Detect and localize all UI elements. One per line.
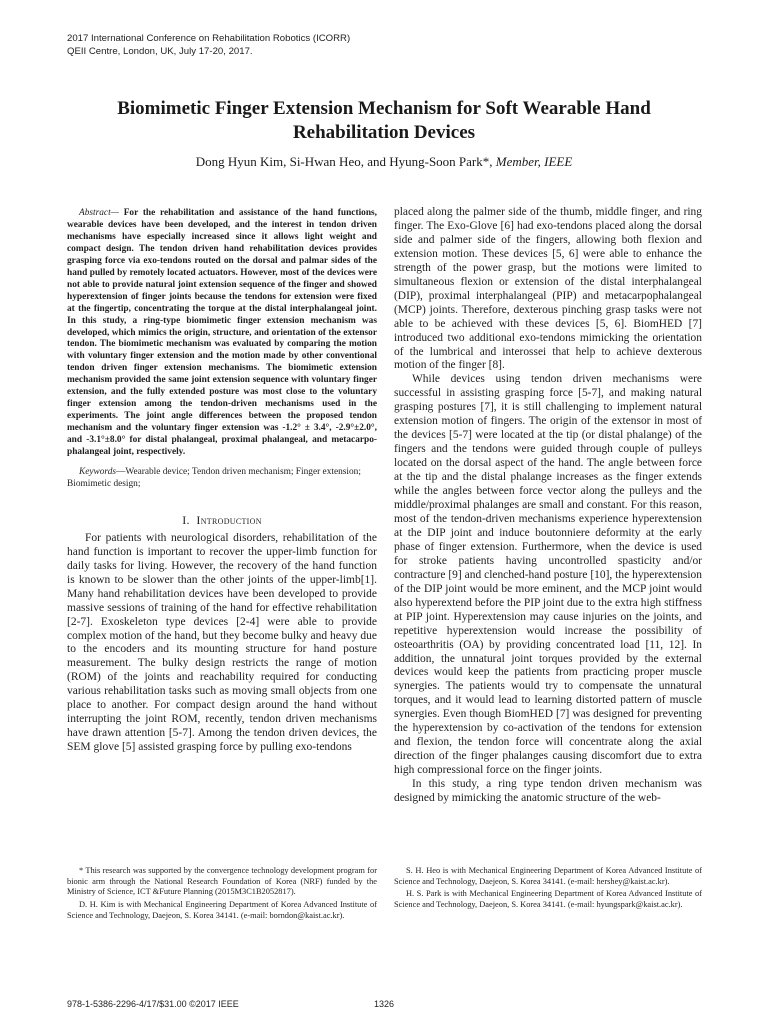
author-footnote: H. S. Park is with Mechanical Engineering Department of Korea Advanced Institute of Science and Technology, Daejeon, S. Korea 34141. (e-mail: hyungspark@kaist.ac.kr). <box>394 889 702 910</box>
body-paragraph: placed along the palmer side of the thumb, middle finger, and ring finger. The Exo-Glove [6] had exo-tendons placed along the dorsal side and palmer side of the fingers, allowing both flexion and extension motion. These devices [5, 6] were able to enhance the strength of the power grasp, but the motions were limited to simultaneous flexion or extension of the distal interphalangeal (DIP), proximal interphalangeal (PIP) and metacarpophalangeal (MCP) joints. Therefore, dexterous pinching grasp tasks were not able to be achieved with these devices [5, 6]. BiomHED [7] introduced two additional exo-tendons mimicking the orientation of the lumbrical and interossei that help to achieve dexterous motion of the finger [8]. <box>394 206 702 372</box>
abstract <box>67 208 377 459</box>
author-footnote: D. H. Kim is with Mechanical Engineering Department of Korea Advanced Institute of Science and Technology, Daejeon, S. Korea 34141. (e-mail: borndon@kaist.ac.kr). <box>67 900 377 920</box>
author-names: Dong Hyun Kim, Si-Hwan Heo, and Hyung-Soon Park*, <box>195 154 496 169</box>
keywords-label: Keywords <box>79 467 117 478</box>
body-paragraph: While devices using tendon driven mechanisms were successful in assisting grasping force [5-7], and making natural grasping postures [7], it is still challenging to implement natural extension motion of fingers. The origin of the extensor in most of the devices [5-7] were located at the tip (or distal phalange) of the fingers and the tendons were guided through couple of pulleys located on the dorsal aspect of the hand. The angle between force at the tip and the distal phalange increases as the finger extends while the angles between force vector along the pulleys and the middle/proximal phalanges are small and constant. For this reason, most of the tendon-driven mechanisms experience hyperextension at the DIP joint and induce boutonniere deformity at the early phase of finger extension. Furthermore, when the device is used for stroke patients having uncontrolled spasticity and/or contracture [9] and clenched-hand posture [10], the hyperextension of the DIP joint would be more eminent, and the MCP joint would also hyperextend before the PIP joint due to the extra high stiffness at PIP joint. Hyperextension may cause injuries on the joints, and repetitive hyperextension would increase the possibility of osteoarthritis (OA) by providing concentrated load [11, 12]. In addition, the unnatural joint torques provided by the external devices would keep the patients from practicing proper muscle synergies. The patients would try to compensate the unnatural torques, and it would lead to learning distorted pattern of muscle synergies. Even though BiomHED [7] was designed for preventing the hyperextension by co-activation of the tendons for extension and flexion, the tendon force will concentrate along the axial direction of the finger phalanges causing discomfort due to extra high compressional force on the finger joints. <box>394 373 702 777</box>
intro-paragraph: For patients with neurological disorders, rehabilitation of the hand function is important to recover the upper-limb function for daily tasks for living. However, the recovery of the hand function is known to be slower than the other joints of the upper-limb[1]. Many hand rehabilitation devices have been developed to provide massive sessions of training of the hand for effective rehabilitation [2-7]. Exoskeleton type devices [2-4] were able to provide complex motion of the hand, but they become bulky and heavy due to the encoders and its mounting structure for hand posture measurement. The bulky design restricts the range of motion (ROM) of the joints and reachability required for conducting various rehabilitation tasks such as moving small objects from one place to another. For compact design around the hand without interrupting the joint ROM, recently, tendon driven mechanisms have drawn attention [5-7]. Among the tendon driven devices, the SEM glove [5] assisted grasping force by pulling exo-tendons <box>67 531 377 754</box>
conference-venue: QEII Centre, London, UK, July 17-20, 2017. <box>67 45 253 57</box>
paper-title: Biomimetic Finger Extension Mechanism for Soft Wearable Hand Rehabilitation Devices <box>117 98 651 143</box>
copyright-line: 978-1-5386-2296-4/17/$31.00 ©2017 IEEE <box>67 999 239 1009</box>
footnotes-left <box>67 866 377 924</box>
body-paragraph: In this study, a ring type tendon driven mechanism was designed by mimicking the anatomic structure of the web- <box>394 778 702 805</box>
author-membership: Member, IEEE <box>495 154 573 169</box>
page-number: 1326 <box>374 999 395 1009</box>
section-title: Introduction <box>196 512 262 527</box>
abstract-label: Abstract— <box>79 208 119 218</box>
keywords-text: —Wearable device; Tendon driven mechanism; Finger extension; Biomimetic design; <box>67 467 361 489</box>
footnotes-right <box>394 866 702 913</box>
abstract-text: For the rehabilitation and assistance of the hand functions, wearable devices have been developed, and the interest in tendon driven mechanisms have especially increased since it allows light weight and compact design. The tendon driven hand rehabilitation devices provides grasping force via exo-tendons routed on the dorsal and palmar sides of the hand pulled by remotely located actuators. However, most of the devices were not able to provide natural joint extension sequence of the finger and showed hyperextension of finger joints because the tendons for extension were fixed at the fingertip, concentrating the torque at the distal interphalangeal joint. In this study, a ring-type biomimetic finger extension mechanism was developed, which mimics the origin, structure, and orientation of the extensor tendon. The biomimetic mechanism was evaluated by comparing the motion with voluntary finger extension and the motion made by other conventional tendon driven finger extension mechanisms. The biomimetic extension mechanism provided the same joint extension sequence with voluntary finger extension, and the fully extended posture was most close to the voluntary finger extension among the tendon-driven mechanisms used in the experiments. The joint angle differences between the proposed tendon mechanism and the voluntary finger extension was -1.2° ± 3.4°, -2.9°±2.0°, and -3.1°±8.0° for distal phalangeal, proximal phalangeal, and metacarpo-phalangeal joint, respectively. <box>67 208 377 458</box>
conference-name: 2017 International Conference on Rehabilitation Robotics (ICORR) <box>67 33 351 44</box>
conference-header <box>67 33 350 58</box>
right-column <box>394 206 702 806</box>
keywords <box>67 467 377 491</box>
section-heading <box>67 513 377 527</box>
left-column <box>67 208 377 755</box>
funding-footnote: * This research was supported by the convergence technology development program for bionic arm through the National Research Foundation of Korea (NRF) funded by the Ministry of Science, ICT &Future Planning (2015M3C1B2052817). <box>67 866 377 897</box>
section-numeral: I. <box>182 512 190 527</box>
author-line <box>60 154 708 170</box>
author-footnote: S. H. Heo is with Mechanical Engineering Department of Korea Advanced Institute of Science and Technology, Daejeon, S. Korea 34141. (e-mail: hershey@kaist.ac.kr). <box>394 866 702 886</box>
